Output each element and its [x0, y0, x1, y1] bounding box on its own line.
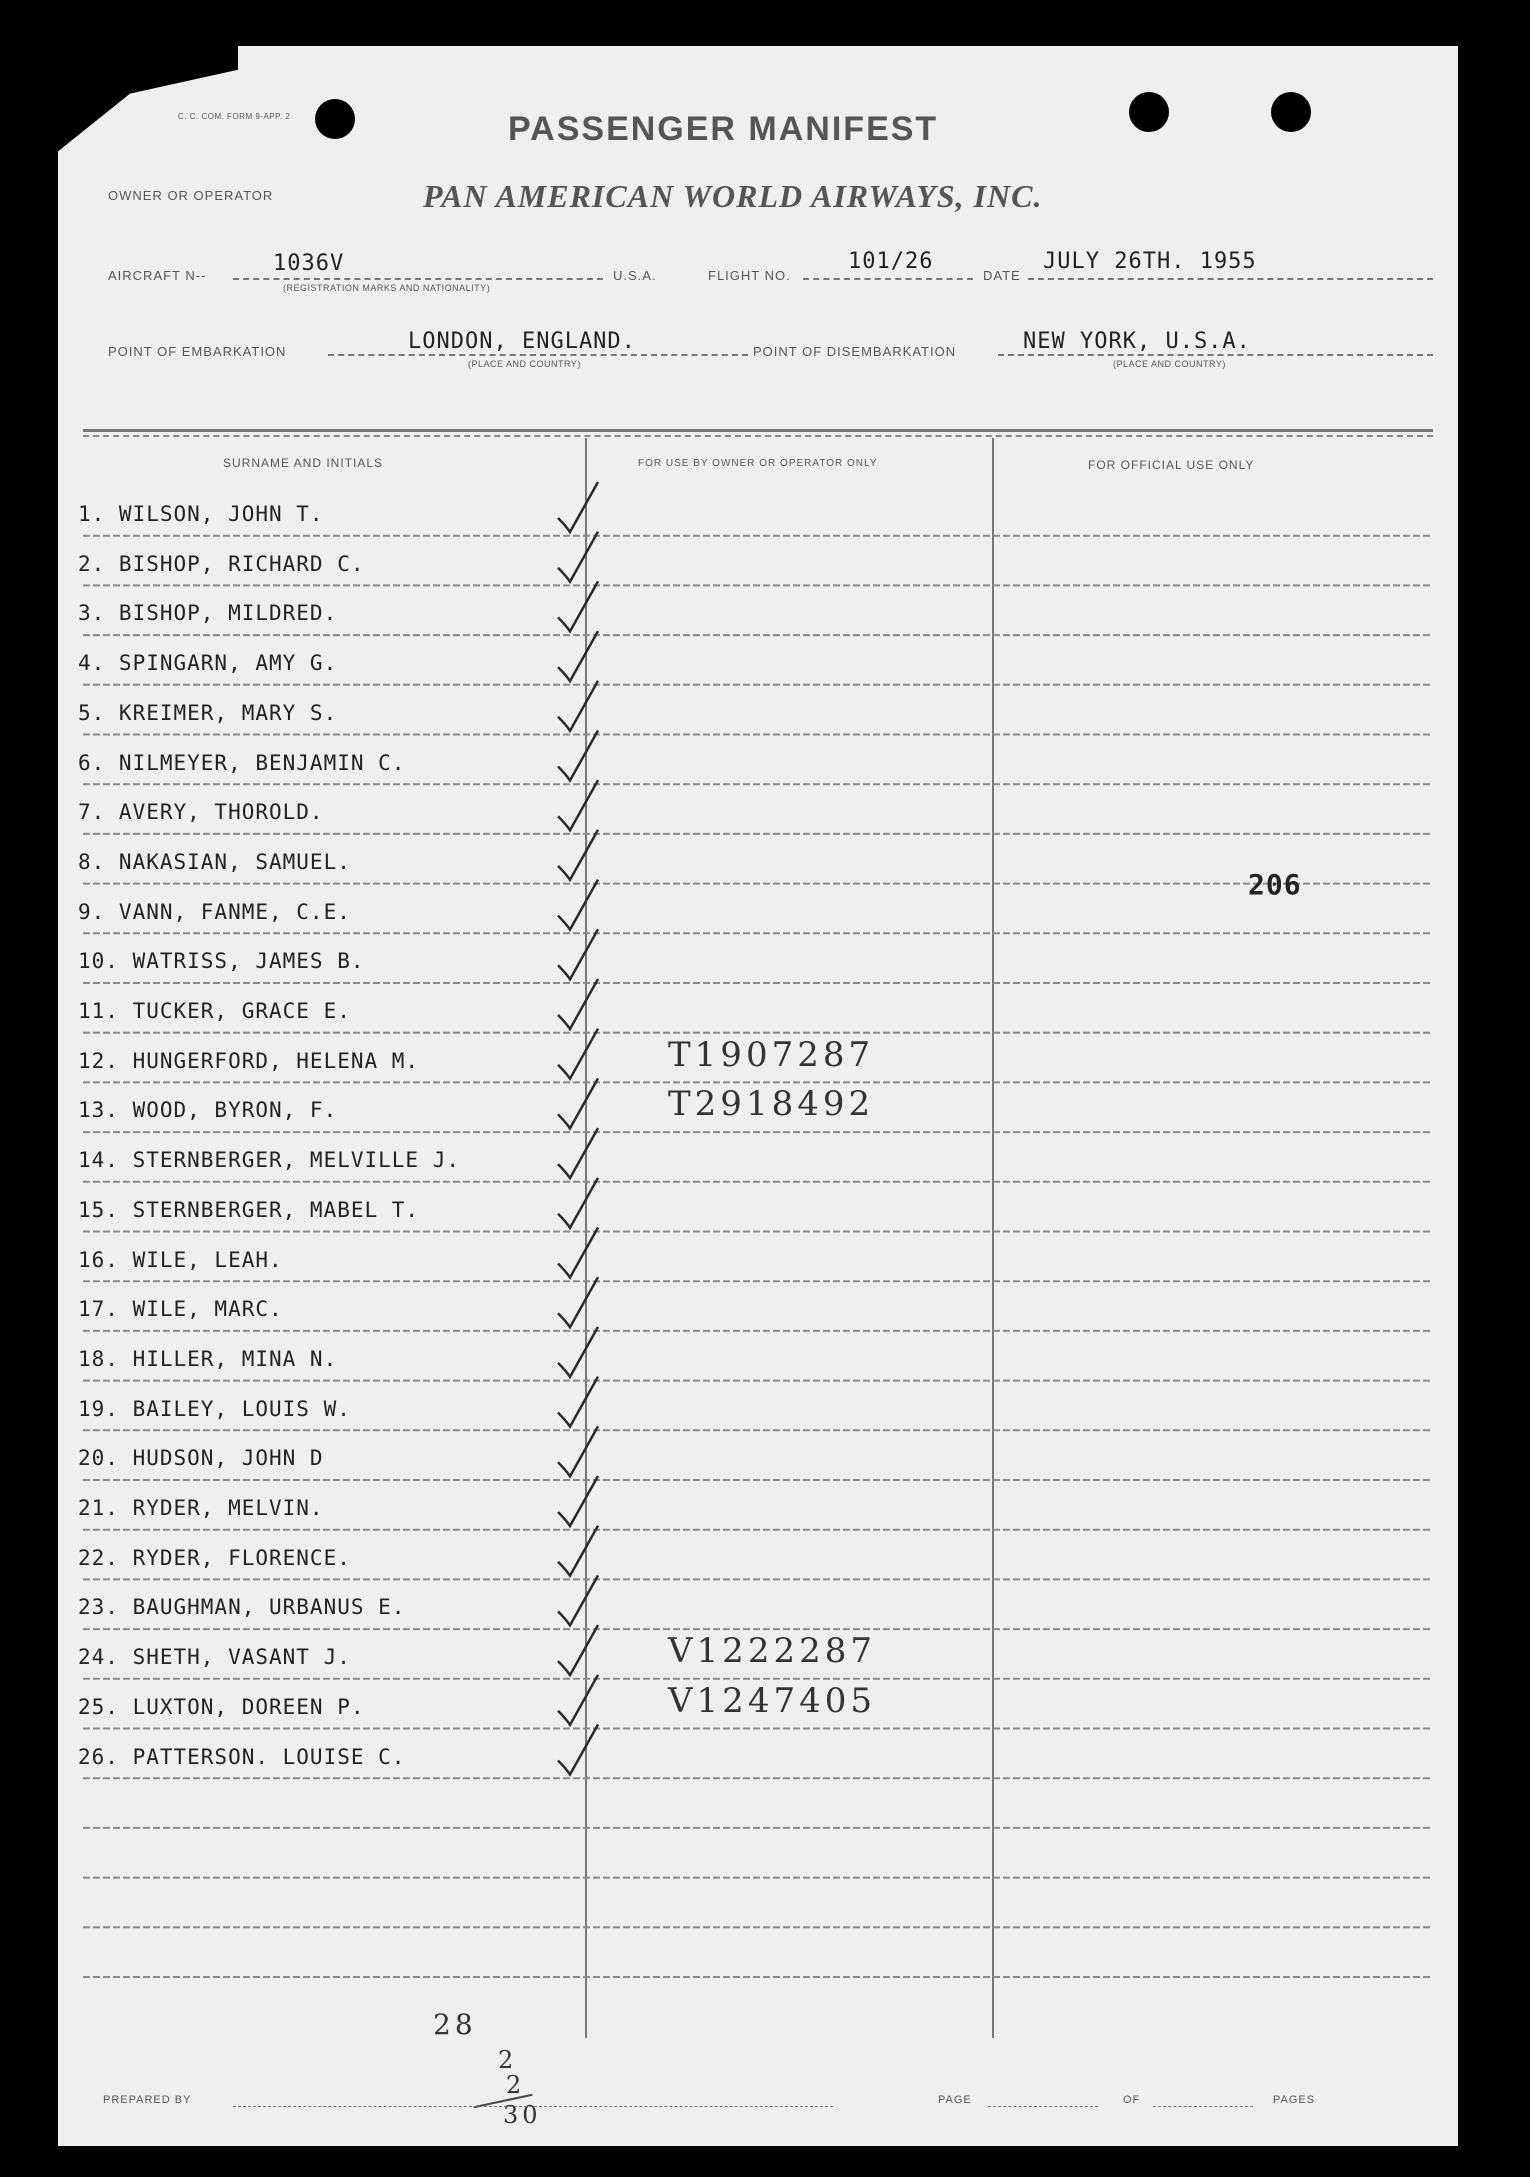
date-value: JULY 26TH. 1955: [1043, 249, 1257, 274]
embark-value: LONDON, ENGLAND.: [408, 329, 636, 354]
passenger-row: 5. KREIMER, MARY S.: [78, 700, 338, 725]
passenger-row: 3. BISHOP, MILDRED.: [78, 601, 338, 626]
aircraft-value: 1036V: [273, 251, 345, 276]
column-header-operator: FOR USE BY OWNER OR OPERATOR ONLY: [638, 458, 878, 469]
check-mark: [558, 731, 598, 781]
passenger-row: 24. SHETH, VASANT J.: [78, 1645, 351, 1670]
check-mark: [558, 532, 598, 582]
check-mark: [558, 780, 598, 830]
owner-label: OWNER OR OPERATOR: [108, 188, 274, 203]
aircraft-label: AIRCRAFT N--: [108, 268, 207, 283]
passenger-row: 21. RYDER, MELVIN.: [78, 1496, 324, 1520]
check-mark: [558, 1426, 598, 1476]
passenger-row: 11. TUCKER, GRACE E.: [78, 999, 351, 1023]
flight-value: 101/26: [848, 249, 934, 274]
check-mark: [558, 1029, 598, 1079]
column-divider: [585, 438, 587, 2038]
passenger-row: 15. STERNBERGER, MABEL T.: [78, 1197, 420, 1222]
passenger-row: 14. STERNBERGER, MELVILLE J.: [78, 1148, 461, 1173]
operator-note: V1247405: [668, 1680, 876, 1721]
check-mark: [558, 1178, 598, 1228]
punch-hole-icon: [1129, 92, 1169, 132]
of-underline: [1153, 2106, 1253, 2107]
form-code: C. C. COM. FORM 9-APP. 2: [178, 112, 291, 121]
check-mark: [558, 830, 598, 880]
passenger-row: 4. SPINGARN, AMY G.: [78, 651, 338, 676]
pages-label: PAGES: [1273, 2094, 1316, 2106]
passenger-row: 17. WILE, MARC.: [78, 1297, 283, 1322]
aircraft-sub: (REGISTRATION MARKS AND NATIONALITY): [283, 283, 491, 293]
check-mark: [558, 1575, 598, 1625]
passenger-row: 19. BAILEY, LOUIS W.: [78, 1396, 351, 1421]
usa-label: U.S.A.: [613, 268, 657, 283]
passenger-row: 26. PATTERSON. LOUISE C.: [78, 1744, 406, 1769]
passenger-row: 8. NAKASIAN, SAMUEL.: [78, 849, 351, 874]
column-header-official: FOR OFFICIAL USE ONLY: [1088, 458, 1255, 472]
check-mark: [558, 1476, 598, 1526]
passenger-row: 23. BAUGHMAN, URBANUS E.: [78, 1595, 406, 1620]
passenger-row: 20. HUDSON, JOHN D: [78, 1446, 324, 1471]
of-label: OF: [1123, 2094, 1141, 2106]
check-mark: [558, 1377, 598, 1427]
passenger-row: 9. VANN, FANME, C.E.: [78, 899, 351, 924]
embark-underline: [328, 354, 748, 356]
passenger-row: 18. HILLER, MINA N.: [78, 1346, 338, 1371]
check-mark: [558, 1078, 598, 1128]
operator-note: T2918492: [668, 1084, 875, 1125]
passenger-row: 22. RYDER, FLORENCE.: [78, 1545, 351, 1570]
passenger-row: 10. WATRISS, JAMES B.: [78, 949, 365, 974]
aircraft-underline: [233, 278, 603, 280]
punch-hole-icon: [315, 99, 355, 139]
check-mark: [558, 929, 598, 979]
check-mark: [558, 1526, 598, 1576]
flight-underline: [803, 278, 973, 280]
passenger-row: 1. WILSON, JOHN T.: [78, 502, 324, 526]
passenger-row: 7. AVERY, THOROLD.: [78, 800, 324, 825]
embark-sub: (PLACE AND COUNTRY): [468, 359, 581, 369]
check-mark: [558, 631, 598, 681]
check-mark: [558, 581, 598, 631]
check-mark: [558, 1675, 598, 1725]
tally-total: 30: [503, 2101, 542, 2129]
check-mark: [558, 1725, 598, 1775]
prepared-label: PREPARED BY: [103, 2094, 192, 2106]
check-mark: [558, 880, 598, 930]
handwritten-count: 28: [433, 2008, 477, 2041]
passenger-row: 16. WILE, LEAH.: [78, 1247, 283, 1272]
table-top-rule: [83, 429, 1433, 432]
tally-1: 2: [498, 2046, 518, 2074]
page-title: PASSENGER MANIFEST: [508, 110, 939, 148]
table-top-rule-2: [83, 435, 1433, 437]
passenger-row: 6. NILMEYER, BENJAMIN C.: [78, 750, 406, 775]
disembark-label: POINT OF DISEMBARKATION: [753, 344, 957, 359]
passenger-row: 2. BISHOP, RICHARD C.: [78, 551, 365, 576]
date-label: DATE: [983, 268, 1021, 283]
check-mark: [558, 1327, 598, 1377]
page-underline: [988, 2106, 1098, 2107]
disembark-underline: [998, 354, 1433, 356]
column-divider: [992, 438, 994, 2038]
passenger-row: 13. WOOD, BYRON, F.: [78, 1098, 338, 1123]
check-mark: [558, 681, 598, 731]
manifest-page: [58, 46, 1458, 2146]
check-mark: [558, 979, 598, 1029]
date-underline: [1028, 278, 1433, 280]
disembark-sub: (PLACE AND COUNTRY): [1113, 359, 1226, 369]
passenger-row: 12. HUNGERFORD, HELENA M.: [78, 1048, 420, 1073]
prepared-underline: [233, 2106, 833, 2107]
check-mark: [558, 482, 598, 532]
official-note: 206: [1248, 868, 1302, 901]
check-mark: [558, 1625, 598, 1675]
disembark-value: NEW YORK, U.S.A.: [1023, 329, 1251, 354]
flight-label: FLIGHT NO.: [708, 268, 791, 283]
check-mark: [558, 1277, 598, 1327]
punch-hole-icon: [1271, 92, 1311, 132]
column-header-surname: SURNAME AND INITIALS: [223, 456, 384, 470]
check-mark: [558, 1128, 598, 1178]
passenger-row: 25. LUXTON, DOREEN P.: [78, 1694, 365, 1719]
company-name: PAN AMERICAN WORLD AIRWAYS, INC.: [423, 178, 1043, 214]
operator-note: T1907287: [668, 1034, 875, 1075]
operator-note: V1222287: [668, 1631, 876, 1672]
tally-2: 2: [506, 2071, 526, 2099]
check-mark: [558, 1228, 598, 1278]
embark-label: POINT OF EMBARKATION: [108, 344, 287, 359]
page-label: PAGE: [938, 2094, 972, 2106]
